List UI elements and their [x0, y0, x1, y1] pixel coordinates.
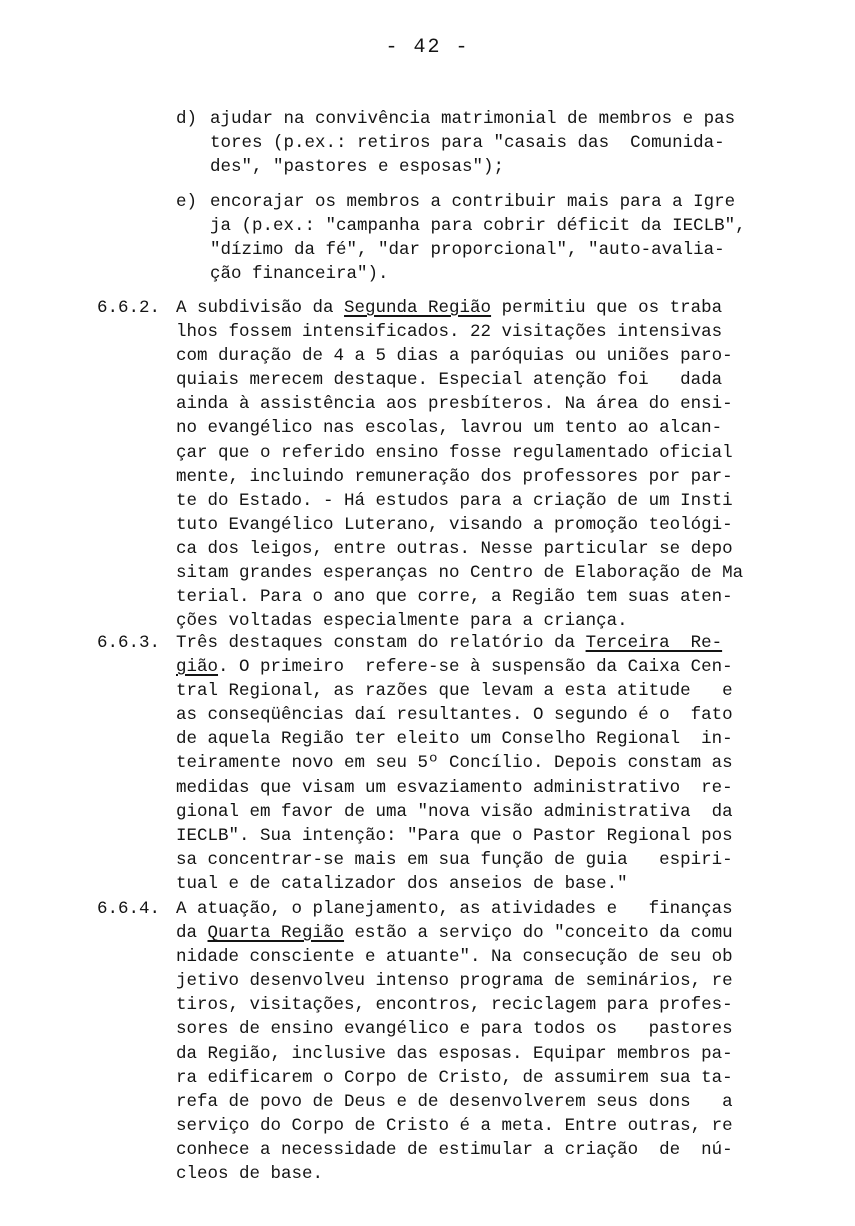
section-number: 6.6.2. [97, 298, 161, 318]
text-line: refa de povo de Deus e de desenvolverem seus dons a [176, 1091, 733, 1112]
text-line: as conseqüências daí resultantes. O segundo é o fato [176, 705, 733, 726]
text-line: Três destaques constam do relatório da Terceira Re- [176, 633, 723, 653]
text-line: ra edificarem o Corpo de Cristo, de assumirem sua ta- [176, 1067, 733, 1088]
list-marker-d: d) [176, 109, 198, 129]
underlined-heading: Segunda Região [344, 298, 492, 318]
text-line: serviço do Corpo de Cristo é a meta. Entre outras, re [176, 1115, 733, 1136]
text-line: sa concentrar-se mais em sua função de guia espiri- [176, 849, 733, 870]
text-line: gional em favor de uma "nova visão administrativa da [176, 801, 733, 822]
text-line: ção financeira"). [210, 264, 389, 285]
text-line: medidas que visam um esvaziamento administrativo re- [176, 777, 733, 798]
text-line: IECLB". Sua intenção: "Para que o Pastor Regional pos [176, 825, 733, 846]
text-line: cleos de base. [176, 1164, 324, 1185]
text-line: ções voltadas especialmente para a criança. [176, 611, 628, 632]
text-line: gião. O primeiro refere-se à suspensão da Caixa Cen- [176, 657, 733, 678]
section-6-6-2 [97, 296, 743, 633]
text-line: encorajar os membros a contribuir mais para a Igre [210, 192, 736, 212]
text-line: jetivo desenvolveu intenso programa de seminários, re [176, 971, 733, 992]
underlined-heading: Quarta Região [207, 923, 345, 944]
text-line: A subdivisão da Segunda Região permitiu que os traba [176, 298, 723, 318]
list-item-d [176, 107, 735, 179]
text-line: ainda à assistência aos presbíteros. Na área do ensi- [176, 394, 733, 415]
text-line: no evangélico nas escolas, lavrou um tento ao alcan- [176, 418, 723, 439]
text-line: tral Regional, as razões que levam a esta atitude e [176, 681, 733, 702]
text-line: te do Estado. - Há estudos para a criação de um Insti [176, 490, 733, 511]
text-line: nidade consciente e atuante". Na consecução de seu ob [176, 947, 733, 968]
section-6-6-3 [97, 631, 733, 896]
text-line: ca dos leigos, entre outras. Nesse particular se depo [176, 538, 733, 559]
text-line: de aquela Região ter eleito um Conselho Regional in- [176, 729, 733, 750]
text-line: ajudar na convivência matrimonial de membros e pas [210, 109, 736, 129]
text-line: sores de ensino evangélico e para todos os pastores [176, 1019, 733, 1040]
text-line: conhece a necessidade de estimular a criação de nú- [176, 1139, 733, 1160]
text-line: teiramente novo em seu 5º Concílio. Depois constam as [176, 753, 733, 774]
text-line: com duração de 4 a 5 dias a paróquias ou uniões paro- [176, 346, 733, 367]
section-6-6-4 [97, 897, 733, 1186]
text-line: mente, incluindo remuneração dos professores por par- [176, 466, 733, 487]
text-line: terial. Para o ano que corre, a Região tem suas aten- [176, 587, 733, 608]
text-line: tiros, visitações, encontros, reciclagem para profes- [176, 995, 733, 1016]
text-line: da Quarta Região estão a serviço do "conceito da comu [176, 923, 733, 944]
text-line: quiais merecem destaque. Especial atenção foi dada [176, 370, 723, 391]
text-line: tuto Evangélico Luterano, visando a promoção teológi- [176, 514, 733, 535]
text-line: "dízimo da fé", "dar proporcional", "auto-avalia- [210, 240, 725, 261]
text-line: da Região, inclusive das esposas. Equipar membros pa- [176, 1043, 733, 1064]
page-number: - 42 - [385, 36, 470, 59]
text-line: sitam grandes esperanças no Centro de Elaboração de Ma [176, 563, 744, 584]
underlined-heading: gião [176, 657, 219, 678]
text-line: des", "pastores e esposas"); [210, 157, 505, 178]
section-number: 6.6.4. [97, 899, 161, 919]
text-line: tores (p.ex.: retiros para "casais das Comunida- [210, 133, 725, 154]
text-line: tual e de catalizador dos anseios de base." [176, 873, 628, 894]
text-line: ja (p.ex.: "campanha para cobrir déficit da IECLB", [210, 216, 746, 237]
text-line: çar que o referido ensino fosse regulamentado oficial [176, 442, 733, 463]
list-item-e [176, 190, 746, 286]
section-number: 6.6.3. [97, 633, 161, 653]
underlined-heading: Terceira Re- [585, 633, 723, 653]
text-line: lhos fossem intensificados. 22 visitações intensivas [176, 322, 723, 343]
text-line: A atuação, o planejamento, as atividades e finanças [176, 899, 733, 919]
list-marker-e: e) [176, 192, 198, 212]
